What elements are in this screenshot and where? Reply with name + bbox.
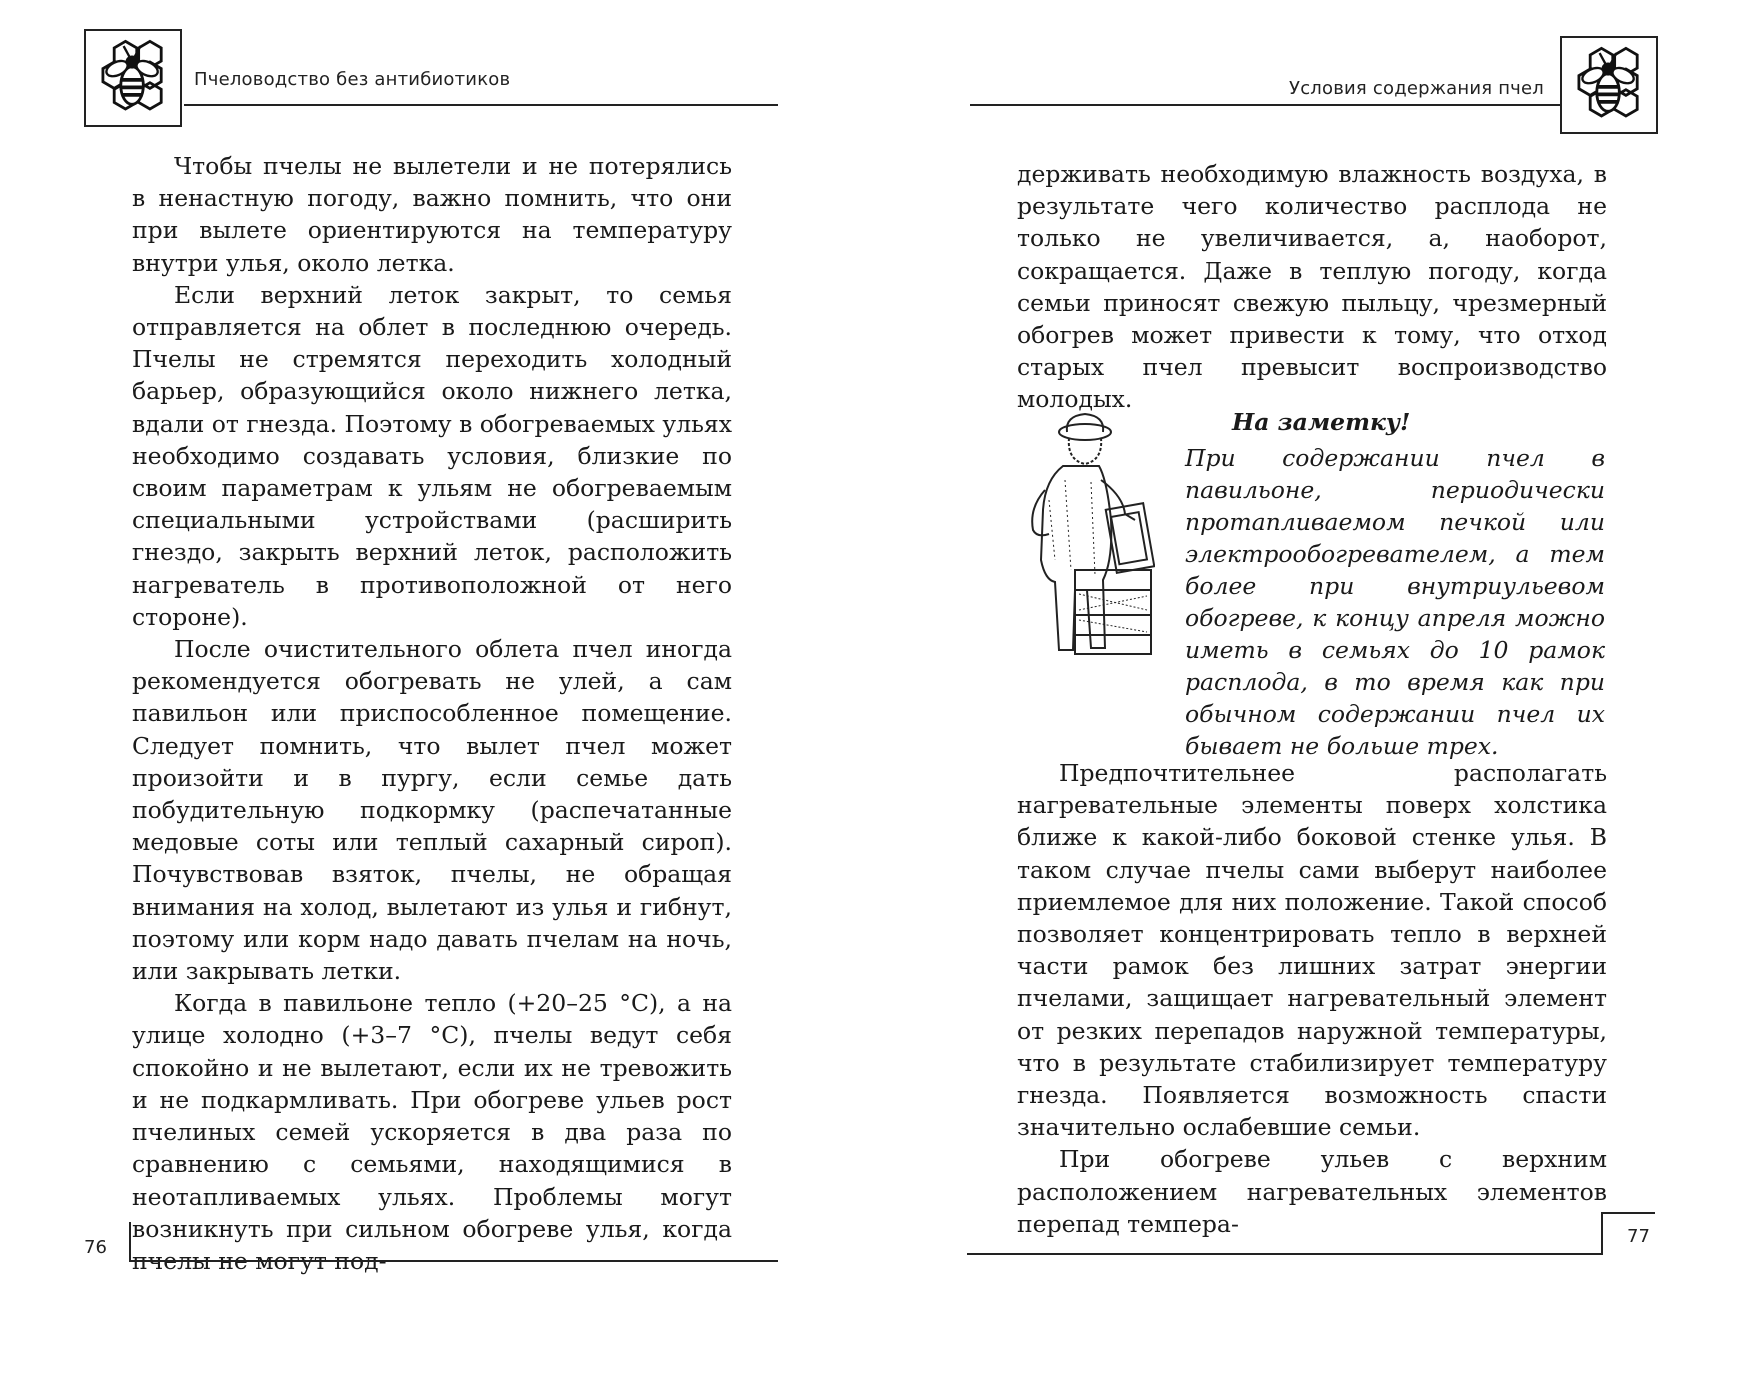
running-head: Условия содержания пчел xyxy=(1289,78,1544,99)
body-text xyxy=(132,150,732,1277)
paragraph: Если верхний леток закрыт, то семья отправляется на облет в последнюю очередь. Пчелы не стремятся переходить холодный барьер, образующийся около нижнего летка, вдали от гнезда. Поэтому в обогреваемых ульях необходимо создавать условия, близкие по своим параметрам к ульям не обогреваемым специальными устройствами (расширить гнездо, закрыть верхний леток, расположить нагреватель в противоположной от него стороне). xyxy=(132,280,732,631)
bee-logo-icon xyxy=(84,29,182,127)
bee-logo-icon xyxy=(1560,36,1658,134)
page-number-frame xyxy=(129,1222,131,1262)
page-number-frame xyxy=(1601,1214,1603,1254)
footer-rule xyxy=(967,1253,1603,1255)
header-rule xyxy=(970,104,1560,106)
header-rule xyxy=(184,104,778,106)
paragraph: Когда в павильоне тепло (+20–25 °С), а на улице холодно (+3–7 °С), пчелы ведут себя спокойно и не вылетают, если их не тревожить и не подкармливать. При обогреве ульев рост пчелиных семей ускоряется в два раза по сравнению с семьями, находящимися в неотапливаемых ульях. Проблемы могут возникнуть при сильном обогреве улья, когда пчелы не могут под- xyxy=(132,989,732,1275)
right-page xyxy=(955,0,1739,1374)
body-text-bottom xyxy=(1017,757,1607,1240)
left-page xyxy=(0,0,830,1374)
note-paragraph: При содержании пчел в павильоне, периодически протапливаемом печкой или электрообогревателем, а тем более при внутриульевом обогреве, к концу апреля можно иметь в семьях до 10 рамок расплода, в то время как при обычном содержании пчел их бывает не больше трех. xyxy=(1185,444,1605,760)
beekeeper-illustration xyxy=(1015,410,1155,660)
paragraph: После очистительного облета пчел иногда рекомендуется обогревать не улей, а сам павильон или приспособленное помещение. Следует помнить, что вылет пчел может произойти и в пургу, если семье дать побудительную подкормку (распечатанные медовые соты или теплый сахарный сироп). Почувствовав взяток, пчелы, не обращая внимания на холод, вылетают из улья и гибнут, поэтому или корм надо давать пчелам на ночь, или закрывать летки. xyxy=(132,635,732,986)
page-number: 76 xyxy=(84,1237,107,1258)
paragraph: Чтобы пчелы не вылетели и не потерялись в ненастную погоду, важно помнить, что они при вылете ориентируются на температуру внутри улья, около летка. xyxy=(132,152,732,277)
paragraph: держивать необходимую влажность воздуха, в результате чего количество расплода не только не увеличивается, а, наоборот, сокращается. Даже в теплую погоду, когда семьи приносят свежую пыльцу, чрезмерный обогрев может привести к тому, что отход старых пчел превысит воспроизводство молодых. xyxy=(1017,160,1607,414)
note-title: На заметку! xyxy=(1232,408,1411,436)
paragraph: При обогреве ульев с верхним расположением нагревательных элементов перепад темпера- xyxy=(1017,1145,1607,1238)
page-number: 77 xyxy=(1627,1226,1650,1247)
footer-rule xyxy=(131,1260,778,1262)
page-number-frame-top xyxy=(1601,1212,1655,1214)
body-text-top xyxy=(1017,158,1607,416)
paragraph: Предпочтительнее располагать нагревательные элементы поверх холстика ближе к какой-либо боковой стенке улья. В таком случае пчелы сами выберут наиболее приемлемое для них положение. Такой способ позволяет концентрировать тепло в верхней части рамок без лишних затрат энергии пчелами, защищает нагревательный элемент от резких перепадов наружной температуры, что в результате стабилизирует температуру гнезда. Появляется возможность спасти значительно ослабевшие семьи. xyxy=(1017,759,1607,1142)
note-text xyxy=(1185,442,1605,762)
running-head: Пчеловодство без антибиотиков xyxy=(194,69,511,90)
